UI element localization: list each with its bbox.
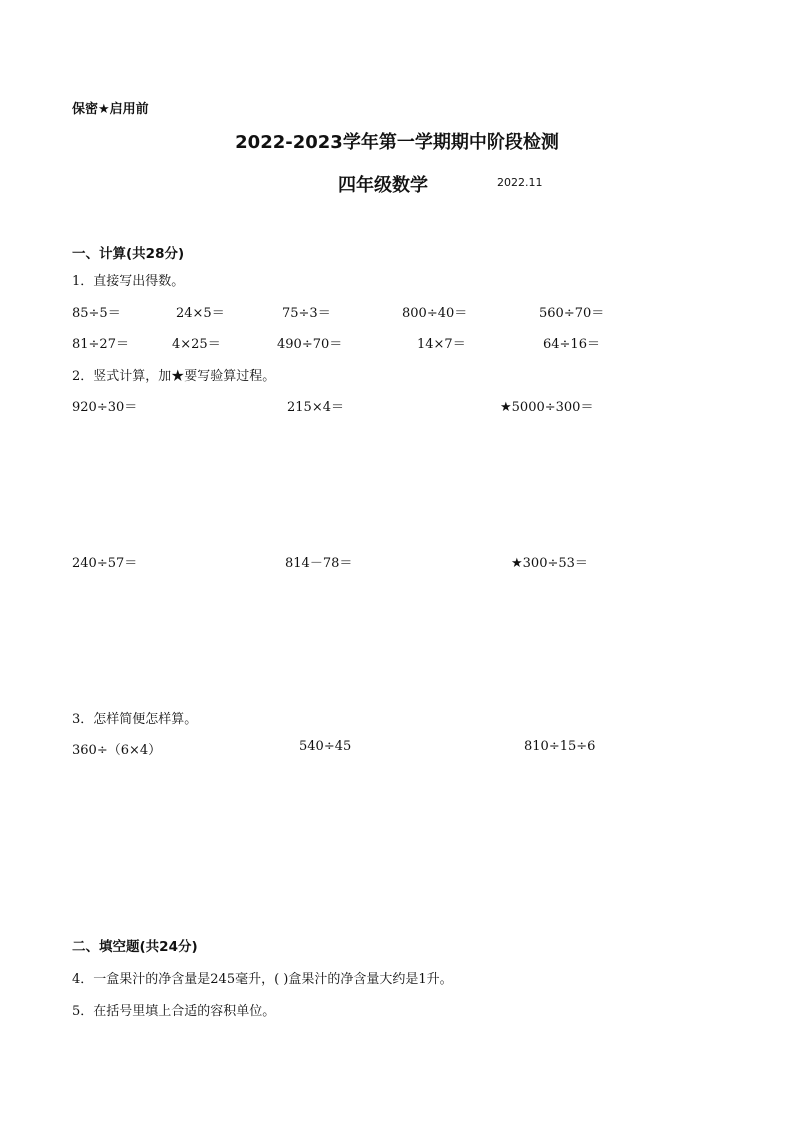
exam-title: 2022-2023学年第一学期期中阶段检测 [235,132,559,153]
q2-expr: ★300÷53＝ [511,556,588,571]
q2-expr: 215×4＝ [287,400,344,415]
q2-expr: ★5000÷300＝ [500,400,594,415]
section-1-heading: 一、计算(共28分) [72,246,185,262]
q1-expr: 24×5＝ [176,306,225,321]
exam-subtitle: 四年级数学 [338,175,428,196]
q1-expr: 81÷27＝ [72,337,129,352]
q2-expr: 240÷57＝ [72,556,138,571]
q2-expr: 920÷30＝ [72,400,138,415]
q1-expr: 490÷70＝ [277,337,343,352]
q1-expr: 800÷40＝ [402,306,468,321]
q1-expr: 85÷5＝ [72,306,121,321]
exam-date: 2022.11 [497,176,543,189]
q2-expr: 814－78＝ [285,556,353,571]
q1-expr: 75÷3＝ [282,306,331,321]
question-3: 3．怎样简便怎样算。 [72,712,198,727]
question-5: 5．在括号里填上合适的容积单位。 [72,1004,276,1019]
section-2-heading: 二、填空题(共24分) [72,939,198,955]
q1-expr: 14×7＝ [417,337,466,352]
confidential-label: 保密★启用前 [72,102,149,117]
question-2: 2．竖式计算，加★要写验算过程。 [72,369,276,384]
q1-expr: 4×25＝ [172,337,221,352]
question-1: 1．直接写出得数。 [72,274,185,289]
q1-expr: 560÷70＝ [539,306,605,321]
q3-expr: 360÷（6×4） [72,743,162,758]
q3-expr: 540÷45 [299,739,352,754]
question-4: 4．一盒果汁的净含量是245毫升，( )盒果汁的净含量大约是1升。 [72,972,453,987]
q3-expr: 810÷15÷6 [524,739,596,754]
q1-expr: 64÷16＝ [543,337,600,352]
